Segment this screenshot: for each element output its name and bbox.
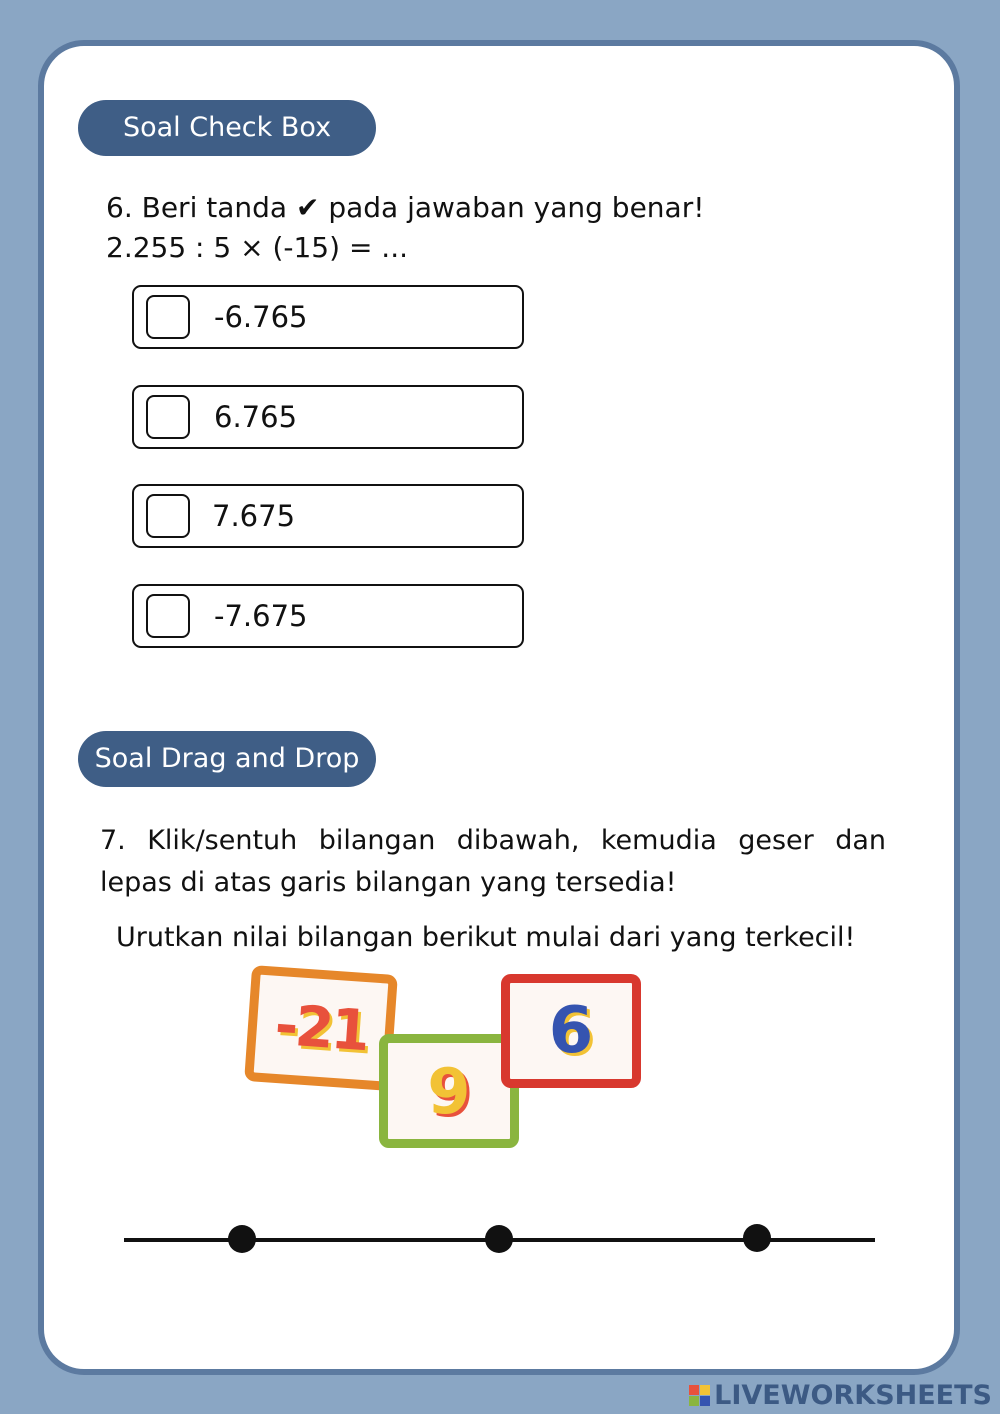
tile-label: 6 — [548, 994, 594, 1068]
drop-target-1[interactable] — [228, 1225, 256, 1253]
section-title-checkbox: Soal Check Box — [78, 100, 376, 156]
option-label: 6.765 — [214, 400, 298, 434]
tile-label: -21 — [272, 992, 370, 1064]
question-6-expression: 2.255 : 5 × (-15) = ... — [106, 231, 409, 264]
option-label: -7.675 — [214, 599, 308, 633]
question-7-task: Urutkan nilai bilangan berikut mulai dari yang terkecil! — [116, 922, 856, 953]
tile-label: 9 — [427, 1054, 471, 1128]
section-title-dragdrop: Soal Drag and Drop — [78, 731, 376, 787]
option-label: -6.765 — [214, 300, 308, 334]
question-7-instruction: 7. Klik/sentuh bilangan dibawah, kemudia geser dan lepas di atas garis bilangan yang tersedia! — [100, 825, 886, 898]
liveworksheets-logo — [689, 1380, 992, 1410]
drop-target-3[interactable] — [743, 1224, 771, 1252]
brand-name: LIVEWORKSHEETS — [714, 1379, 992, 1411]
drop-target-2[interactable] — [485, 1225, 513, 1253]
question-6-instruction: 6. Beri tanda ✔ pada jawaban yang benar! — [106, 191, 705, 224]
liveworksheets-mark-icon — [689, 1385, 710, 1406]
option-label: 7.675 — [212, 499, 296, 533]
